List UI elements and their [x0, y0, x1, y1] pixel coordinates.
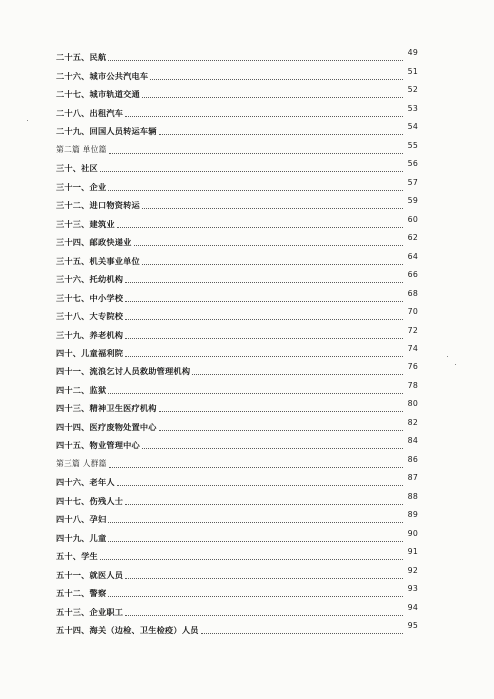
toc-entry	[56, 157, 418, 175]
toc-entry	[56, 212, 418, 230]
toc-page-number: 93	[407, 584, 418, 594]
dot-leader	[125, 281, 403, 283]
toc-entry-label: 四十、儿童福利院	[56, 347, 124, 358]
toc-page-number: 57	[407, 177, 418, 187]
toc-entry	[56, 489, 418, 507]
toc-entry-label: 第三篇 人群篇	[56, 458, 107, 468]
toc-entry	[56, 563, 418, 581]
dot-leader	[159, 133, 403, 135]
toc-page-number: 95	[407, 621, 418, 630]
toc-page-number: 94	[407, 602, 418, 612]
toc-page-number: 60	[407, 214, 418, 224]
dot-leader	[159, 410, 403, 412]
dot-leader	[134, 244, 404, 246]
toc-entry	[56, 360, 418, 378]
toc-entry-label: 四十二、监狱	[56, 384, 107, 395]
toc-entry	[56, 249, 418, 267]
dot-leader	[125, 614, 403, 616]
toc-page-number: 88	[407, 491, 418, 501]
dot-leader	[142, 207, 403, 209]
toc-entry-label: 三十五、机关事业单位	[56, 255, 140, 266]
toc-entry	[56, 268, 418, 286]
dot-leader	[100, 170, 403, 172]
toc-page-number: 53	[407, 103, 418, 113]
toc-entry	[56, 434, 418, 452]
toc-entry	[56, 194, 418, 212]
toc-entry-label: 二十五、民航	[56, 52, 107, 63]
table-of-contents	[56, 46, 418, 637]
toc-entry-label: 二十八、出租汽车	[56, 107, 124, 118]
dot-leader	[117, 226, 403, 228]
dot-leader	[108, 392, 403, 394]
toc-entry-label: 五十四、海关（边检、卫生检疫）人员	[56, 625, 199, 635]
toc-entry	[56, 619, 418, 637]
dot-leader	[142, 263, 403, 265]
toc-page-number: 68	[407, 288, 418, 298]
toc-entry-label: 五十二、警察	[56, 588, 107, 599]
scan-speck	[455, 364, 456, 365]
toc-page-number: 84	[407, 436, 418, 446]
toc-page-number: 89	[407, 510, 418, 520]
toc-entry-label: 三十三、建筑业	[56, 218, 115, 229]
toc-entry	[56, 120, 418, 138]
toc-entry	[56, 175, 418, 193]
dot-leader	[108, 59, 403, 61]
toc-page-number: 51	[407, 66, 418, 76]
toc-entry-label: 二十七、城市轨道交通	[56, 89, 140, 100]
toc-page-number: 76	[407, 362, 418, 372]
toc-page-number: 66	[407, 270, 418, 280]
toc-page-number: 74	[407, 343, 418, 353]
toc-entry	[56, 83, 418, 101]
toc-page-number: 82	[407, 417, 418, 427]
toc-entry-label: 四十一、流浪乞讨人员救助管理机构	[56, 366, 191, 377]
toc-entry-label: 五十、学生	[56, 551, 98, 562]
dot-leader	[109, 152, 403, 154]
toc-page-number: 64	[407, 251, 418, 261]
toc-entry-label: 四十八、孕妇	[56, 514, 107, 525]
dot-leader	[125, 503, 403, 505]
toc-page-number: 70	[407, 307, 418, 317]
toc-entry	[56, 582, 418, 600]
dot-leader	[100, 558, 403, 560]
toc-entry	[56, 323, 418, 341]
toc-entry-label: 第二篇 单位篇	[56, 144, 107, 154]
toc-entry	[56, 46, 418, 64]
toc-entry-label: 三十七、中小学校	[56, 292, 124, 303]
toc-entry-label: 三十六、托幼机构	[56, 274, 124, 285]
scan-speck	[447, 356, 448, 357]
dot-leader	[125, 115, 403, 117]
toc-page-number: 86	[407, 454, 418, 464]
toc-page-number: 62	[407, 233, 418, 243]
toc-entry	[56, 101, 418, 119]
toc-page-number: 90	[407, 528, 418, 538]
toc-entry-label: 四十九、儿童	[56, 532, 107, 543]
toc-entry-label: 三十二、进口物资转运	[56, 200, 140, 211]
toc-entry	[56, 545, 418, 563]
dot-leader	[142, 96, 403, 98]
dot-leader	[125, 300, 403, 302]
toc-page-number: 80	[407, 399, 418, 409]
toc-page-number: 54	[407, 122, 418, 132]
dot-leader	[142, 447, 403, 449]
dot-leader	[192, 373, 403, 375]
toc-entry-label: 四十四、医疗废物处置中心	[56, 421, 157, 432]
dot-leader	[108, 540, 403, 542]
toc-entry	[56, 342, 418, 360]
dot-leader	[125, 577, 403, 579]
toc-page-number: 49	[407, 48, 418, 58]
toc-page-number: 87	[407, 473, 418, 483]
toc-entry-label: 四十三、精神卫生医疗机构	[56, 403, 157, 414]
toc-page-number: 72	[407, 325, 418, 335]
scan-speck	[27, 120, 28, 121]
dot-leader	[108, 521, 403, 523]
toc-entry	[56, 305, 418, 323]
toc-entry	[56, 600, 418, 618]
toc-entry	[56, 378, 418, 396]
toc-page-number: 55	[407, 140, 418, 150]
dot-leader	[201, 632, 403, 634]
toc-entry-label: 二十九、回国人员转运车辆	[56, 126, 157, 137]
toc-entry-label: 四十七、伤残人士	[56, 495, 124, 506]
toc-entry	[56, 64, 418, 82]
dot-leader	[108, 595, 403, 597]
toc-entry-label: 三十一、企业	[56, 181, 107, 192]
toc-entry-label: 二十六、城市公共汽电车	[56, 70, 149, 81]
toc-entry-label: 四十五、物业管理中心	[56, 440, 140, 451]
toc-entry	[56, 397, 418, 415]
toc-entry-label: 三十九、养老机构	[56, 329, 124, 340]
toc-page-number: 78	[407, 380, 418, 390]
dot-leader	[159, 429, 403, 431]
toc-section-heading	[56, 452, 418, 470]
toc-entry	[56, 508, 418, 526]
dot-leader	[109, 466, 403, 468]
dot-leader	[125, 318, 403, 320]
toc-entry-label: 三十八、大专院校	[56, 311, 124, 322]
dot-leader	[108, 189, 403, 191]
toc-entry	[56, 526, 418, 544]
dot-leader	[125, 355, 403, 357]
toc-entry-label: 四十六、老年人	[56, 477, 115, 488]
toc-entry	[56, 415, 418, 433]
dot-leader	[150, 78, 403, 80]
dot-leader	[117, 484, 403, 486]
toc-page-number: 56	[407, 159, 418, 169]
toc-page-number: 59	[407, 196, 418, 206]
toc-entry-label: 五十一、就医人员	[56, 569, 124, 580]
toc-entry	[56, 471, 418, 489]
toc-page-number: 91	[407, 547, 418, 557]
toc-entry	[56, 231, 418, 249]
toc-section-heading	[56, 138, 418, 156]
toc-entry	[56, 286, 418, 304]
toc-entry-label: 三十四、邮政快递业	[56, 237, 132, 248]
toc-entry-label: 三十、社区	[56, 163, 98, 174]
toc-page-number: 92	[407, 565, 418, 575]
toc-page-number: 52	[407, 85, 418, 95]
toc-entry-label: 五十三、企业职工	[56, 606, 124, 617]
dot-leader	[125, 337, 403, 339]
